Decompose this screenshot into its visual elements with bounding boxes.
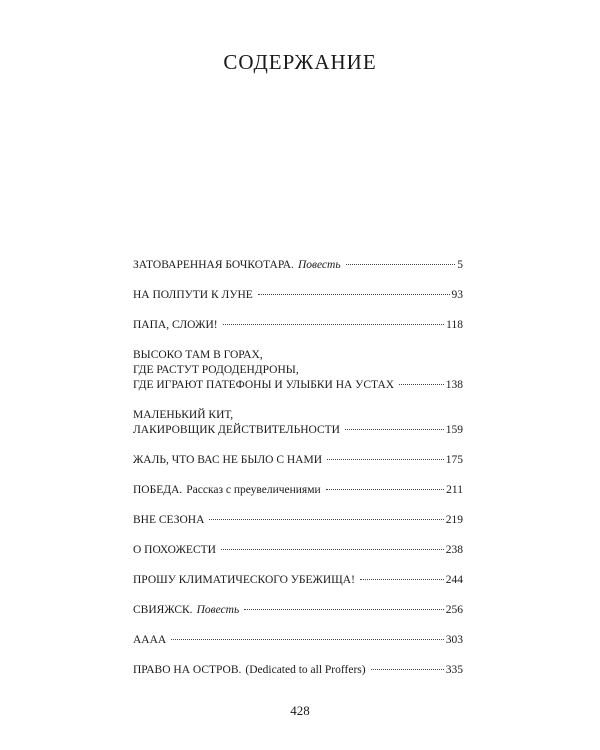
toc-entry-page-number: 5 <box>457 259 463 271</box>
toc-entry-title-line: ВЫСОКО ТАМ В ГОРАХ, <box>133 349 263 361</box>
toc-entry-row <box>133 288 463 303</box>
toc-entry-title-line: ПАПА, СЛОЖИ! <box>133 319 218 331</box>
toc-entry-title-line: МАЛЕНЬКИЙ КИТ, <box>133 409 234 421</box>
dot-leader <box>244 609 444 610</box>
toc-entry <box>133 288 463 303</box>
toc-entry-page-number: 244 <box>445 574 463 586</box>
toc-entry-title-line: НА ПОЛПУТИ К ЛУНЕ <box>133 289 253 301</box>
dot-leader <box>326 489 445 490</box>
toc-entry-title-line: ПРОШУ КЛИМАТИЧЕСКОГО УБЕЖИЩА! <box>133 574 355 586</box>
toc-entry <box>133 348 463 393</box>
dot-leader <box>223 324 445 325</box>
toc-entry-title-line: АААА <box>133 634 167 646</box>
toc-entry-subtitle: Повесть <box>297 259 341 271</box>
dot-leader <box>345 429 444 430</box>
toc-entry <box>133 573 463 588</box>
toc-entry-subtitle: (Dedicated to all Proffers) <box>245 664 366 676</box>
toc-entry-row <box>133 453 463 468</box>
toc-entry-page-number: 138 <box>445 379 463 391</box>
toc-entry <box>133 513 463 528</box>
toc-entry <box>133 633 463 648</box>
dot-leader <box>258 294 450 295</box>
toc-entry-row <box>133 513 463 528</box>
page-number: 428 <box>290 703 310 718</box>
dot-leader <box>171 639 444 640</box>
toc-entry-row <box>133 543 463 558</box>
toc-entry-title-line: ПРАВО НА ОСТРОВ. <box>133 664 242 676</box>
toc-entry-title-line: ЛАКИРОВЩИК ДЕЙСТВИТЕЛЬНОСТИ <box>133 424 340 436</box>
toc-entry-row <box>133 633 463 648</box>
table-of-contents <box>133 258 463 693</box>
toc-entry-title-line: О ПОХОЖЕСТИ <box>133 544 216 556</box>
toc-entry-row <box>133 423 463 438</box>
toc-entry-title-line: ГДЕ ИГРАЮТ ПАТЕФОНЫ И УЛЫБКИ НА УСТАХ <box>133 379 395 391</box>
toc-entry-page-number: 159 <box>445 424 463 436</box>
toc-entry <box>133 318 463 333</box>
toc-entry-page-number: 303 <box>445 634 463 646</box>
toc-entry-row <box>133 663 463 678</box>
toc-entry <box>133 663 463 678</box>
toc-entry-page-number: 93 <box>451 289 463 301</box>
toc-entry-page-number: 118 <box>446 319 463 331</box>
toc-entry-page-number: 335 <box>445 664 463 676</box>
dot-leader <box>371 669 444 670</box>
toc-entry-row <box>133 258 463 273</box>
page-title: СОДЕРЖАНИЕ <box>223 50 377 74</box>
toc-entry <box>133 603 463 618</box>
toc-entry <box>133 453 463 468</box>
toc-entry-title-line: ЖАЛЬ, ЧТО ВАС НЕ БЫЛО С НАМИ <box>133 454 323 466</box>
toc-entry-row <box>133 378 463 393</box>
toc-entry-row <box>133 318 463 333</box>
toc-entry-subtitle: Повесть <box>196 604 240 616</box>
toc-entry <box>133 408 463 438</box>
toc-entry-page-number: 219 <box>445 514 463 526</box>
toc-entry-row <box>133 483 463 498</box>
toc-entry-row <box>133 573 463 588</box>
toc-entry-page-number: 238 <box>445 544 463 556</box>
toc-entry-title-line: СВИЯЖСК. <box>133 604 193 616</box>
toc-entry-title-line: ВНЕ СЕЗОНА <box>133 514 205 526</box>
dot-leader <box>360 579 444 580</box>
dot-leader <box>209 519 443 520</box>
toc-entry-subtitle: Рассказ с преувеличениями <box>186 484 321 496</box>
toc-entry-page-number: 256 <box>445 604 463 616</box>
toc-entry-page-number: 211 <box>446 484 463 496</box>
toc-entry-title-line: ГДЕ РАСТУТ РОДОДЕНДРОНЫ, <box>133 364 299 376</box>
toc-entry-title-line: ЗАТОВАРЕННАЯ БОЧКОТАРА. <box>133 259 294 271</box>
dot-leader <box>346 264 456 265</box>
dot-leader <box>399 384 444 385</box>
dot-leader <box>327 459 444 460</box>
toc-entry-row <box>133 603 463 618</box>
toc-entry-title-line: ПОБЕДА. <box>133 484 183 496</box>
dot-leader <box>221 549 444 550</box>
toc-entry <box>133 543 463 558</box>
toc-entry <box>133 258 463 273</box>
toc-entry <box>133 483 463 498</box>
toc-entry-page-number: 175 <box>445 454 463 466</box>
